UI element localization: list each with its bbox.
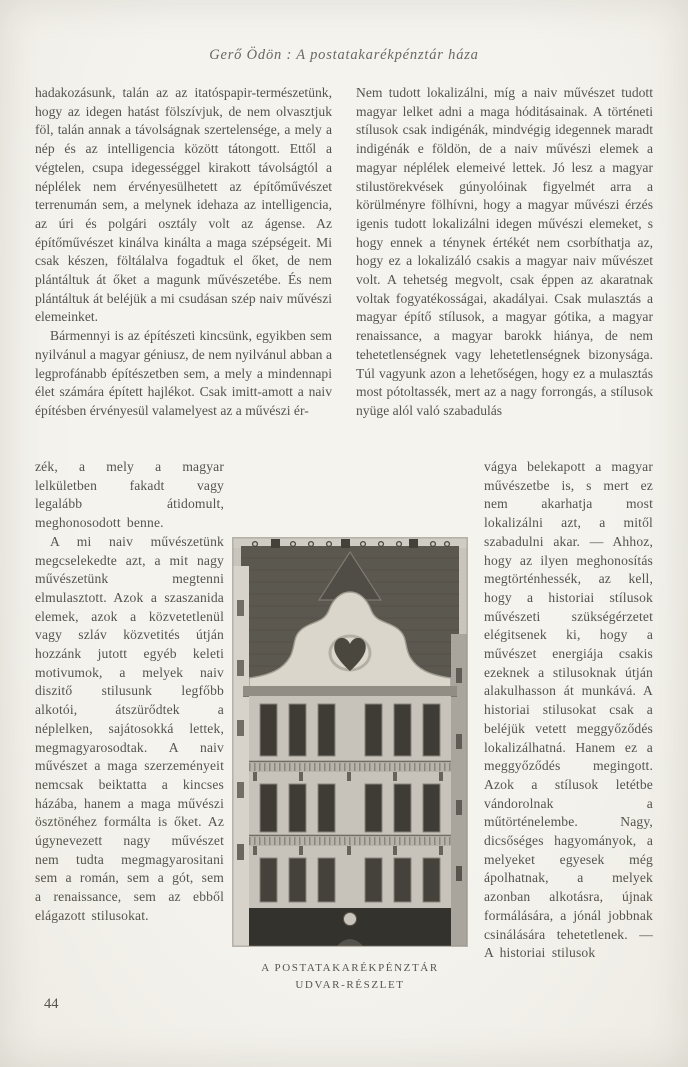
figure-caption-line2: UDVAR-RÉSZLET — [295, 979, 405, 991]
paragraph-continuation: hadakozásunk, talán az az itatóspapir-természetünk, hogy az idegen hatást fölszívjuk, de nem olvasztjuk föl, talán annak a távolságnak szertelensége, a mely a nép és az intelligencia között tátongott. Ettől a végtelen, csupa idegességgel kirakott távolságtól a néplélek nem érvényesülhetett az építőművészet terrenumán sem, a melynek idehaza az intelligencia, az úri és polgári osztály volt az ágense. Az építőművészet kinálva kinálta a maga szépségeit. Mi csak készen, föltálalva fogadtuk el őket, de nem plántáltuk át őket a magunk művészetébe. És nem plántáltuk át beléjük a mi csudásan szép naiv művészi elemeinket. — [35, 85, 332, 325]
left-column-narrow — [35, 458, 224, 926]
ground-floor — [249, 908, 451, 946]
right-wing-wall — [451, 634, 467, 946]
paragraph-continuation: Nem tudott lokalizálni, míg a naiv művészet tudott magyar lelket adni a maga hóditásainak. A történeti stílusok csak indigénák, mindvégig idegennek maradt indigénák e földön, de a naiv művészi elemek a magyar néplélek elemeivé lettek. Jó lesz a magyar stilustörekvések gúnyolóinak figyelmét arra a körülményre fölhívni, hogy a magyar művészi érzés igenis tudott lokalizálni idegen művészi elemeket, s hogy ennek a ténynek értékét nem csorbíthatja az, hogy ez a lokalizáló csakis a magyar naiv művészet volt. A tehetség megvolt, csak éppen az akaratnak voltak fogyatékosságai, akadályai. Csak mulasztás a magyar építő stílusok, a magyar gótika, a magyar renaissance, a magyar barokk hiánya, de nem tehetetlenségnek vagy lehetetlenségnek bizonysága. Túl vagyunk azon a lehetőségen, hogy ez a mulasztás most pótoltassék, mert az a nagy forrongás, a stílusok nyüge alól való szabadulás — [356, 85, 653, 418]
figure — [233, 538, 467, 946]
running-title: Gerő Ödön : A postatakarékpénztár háza — [209, 47, 479, 63]
paragraph: A mi naiv művészetünk megcselekedte azt, a mit nagy művészetünk megtenni elmulasztott. Azok a szaszanida elemek, azok a közvetetlenül vagy szláv közvetités útján hozzánk jutott egyéb keleti motivumok, a melyek naiv diszitő stilusunk legfőbb alkotói, átszürődtek a néplelken, sajátosokká lettek, megmagyarosodtak. A naiv művészet a maga szerzeményeit nemcsak beiktatta a kincses házába, hanem a maga művészi ösztönéhez formálta is őket. Az úgynevezett nagy művészet nem tudta megmagyarositani sem a román, sem a gót, sem a renaissance, sem az ebből elágazott stilusokat. — [35, 533, 224, 923]
paragraph-continuation: vágya belekapott a magyar művészetbe is, s mert ez nem akarhatja most lokalizálni azt, a mitől szabadulni akar. — Ahhoz, hogy az ilyen meghonosítás megtörténhessék, az kell, hogy a historiai stílusok művészeti szükségérzetet elégitsenek ki, hogy a művészet energiája csakis ezeknek a stilusoknak útján alakulhasson át munkává. A historiai stilusokat csak a beléjük vetett meggyőződés lokalizálhatná. Hanem ez a meggyőződés megingott. Azok a stílusok letétbe vándorolnak a műtörténelembe. Nagy, dicsőséges hagyományok, a melyeket egyesek még ápolhatnak, a melyek azonban alkotásra, újnak formálására, a jónál jobbnak csinálására tehetetlenek. — A historiai stilusok — [484, 459, 653, 961]
left-wing-wall — [233, 566, 249, 946]
courtyard-photo — [233, 538, 467, 946]
paragraph-continuation: zék, a mely a magyar lelkületben fakadt vagy legalább átidomult, meghonosodott benne. — [35, 459, 224, 531]
right-column-narrow — [484, 458, 653, 963]
page-number: 44 — [44, 996, 59, 1012]
right-column-wide — [356, 84, 653, 421]
cornice — [243, 686, 457, 696]
left-column-wide — [35, 84, 332, 421]
paragraph: Bármennyi is az építészeti kincsünk, egyikben sem nyilvánul a magyar géniusz, de nem nyilvánul abban a legprofánabb építészetben sem, a mely a mindennapi élet számára épített hajlékot. Csak imitt-amott a naiv építésben érvényesül valamelyest az a művészi ér- — [35, 328, 332, 418]
facade-wall — [249, 696, 451, 910]
figure-caption-line1: A POSTATAKARÉKPÉNZTÁR — [261, 962, 439, 974]
figure-caption — [218, 960, 482, 994]
